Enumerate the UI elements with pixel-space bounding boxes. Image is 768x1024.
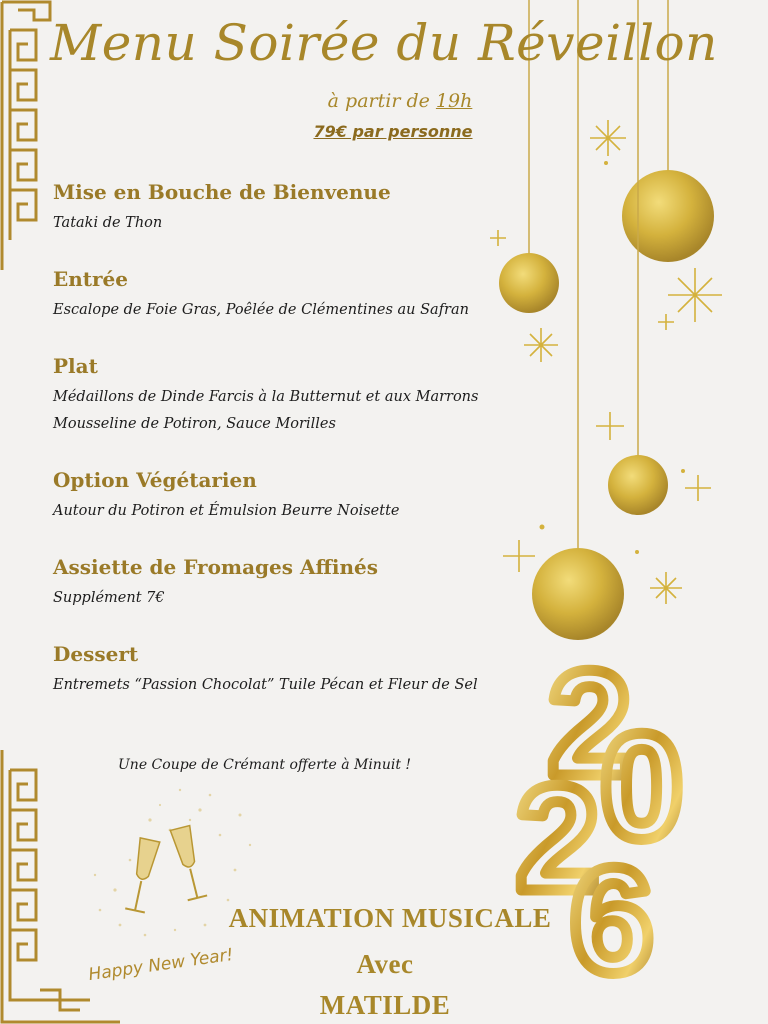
section-title: Plat [53,354,98,378]
menu-section-plat [53,354,573,438]
section-title: Assiette de Fromages Affinés [53,555,379,579]
animation-with: Avec [356,949,414,979]
menu-section-entree [53,267,573,324]
animation-artist: MATILDE [319,990,451,1020]
year-digit-4: 6 [570,836,654,1004]
year-digit-3: 2 [516,754,600,922]
section-line: Mousseline de Potiron, Sauce Morilles [53,416,336,432]
section-title: Mise en Bouche de Bienvenue [53,180,391,204]
animation-heading: ANIMATION MUSICALE [228,903,552,933]
section-title: Option Végétarien [53,468,257,492]
section-line: Escalope de Foie Gras, Poêlée de Clémentines au Safran [53,302,469,318]
page-title: Menu Soirée du Réveillon [50,14,718,72]
greek-key-border-top [2,2,50,270]
year-digit-1: 2 [548,639,632,807]
section-line: Entremets “Passion Chocolat” Tuile Pécan et Fleur de Sel [53,677,478,693]
section-title: Entrée [53,267,129,291]
section-line: Médaillons de Dinde Farcis à la Butternut et aux Marrons [53,389,479,405]
section-line: Supplément 7€ [53,590,165,606]
section-line: Autour du Potiron et Émulsion Beurre Noisette [53,503,400,519]
start-time-prefix: à partir de [327,90,430,112]
price-per-person: 79€ par personne [313,122,473,141]
section-title: Dessert [53,642,139,666]
happy-new-year-text: Happy New Year! [87,944,235,986]
start-time-value: 19h [435,90,473,112]
year-digit-2: 0 [600,702,684,870]
menu-section-fromages [53,555,573,612]
menu-section-option-vegetarien [53,468,573,525]
cremant-note: Une Coupe de Crémant offerte à Minuit ! [118,757,412,773]
menu-section-dessert [53,642,573,699]
start-time [300,90,500,112]
menu-section-mise-en-bouche [53,180,573,237]
section-line: Tataki de Thon [53,215,163,231]
